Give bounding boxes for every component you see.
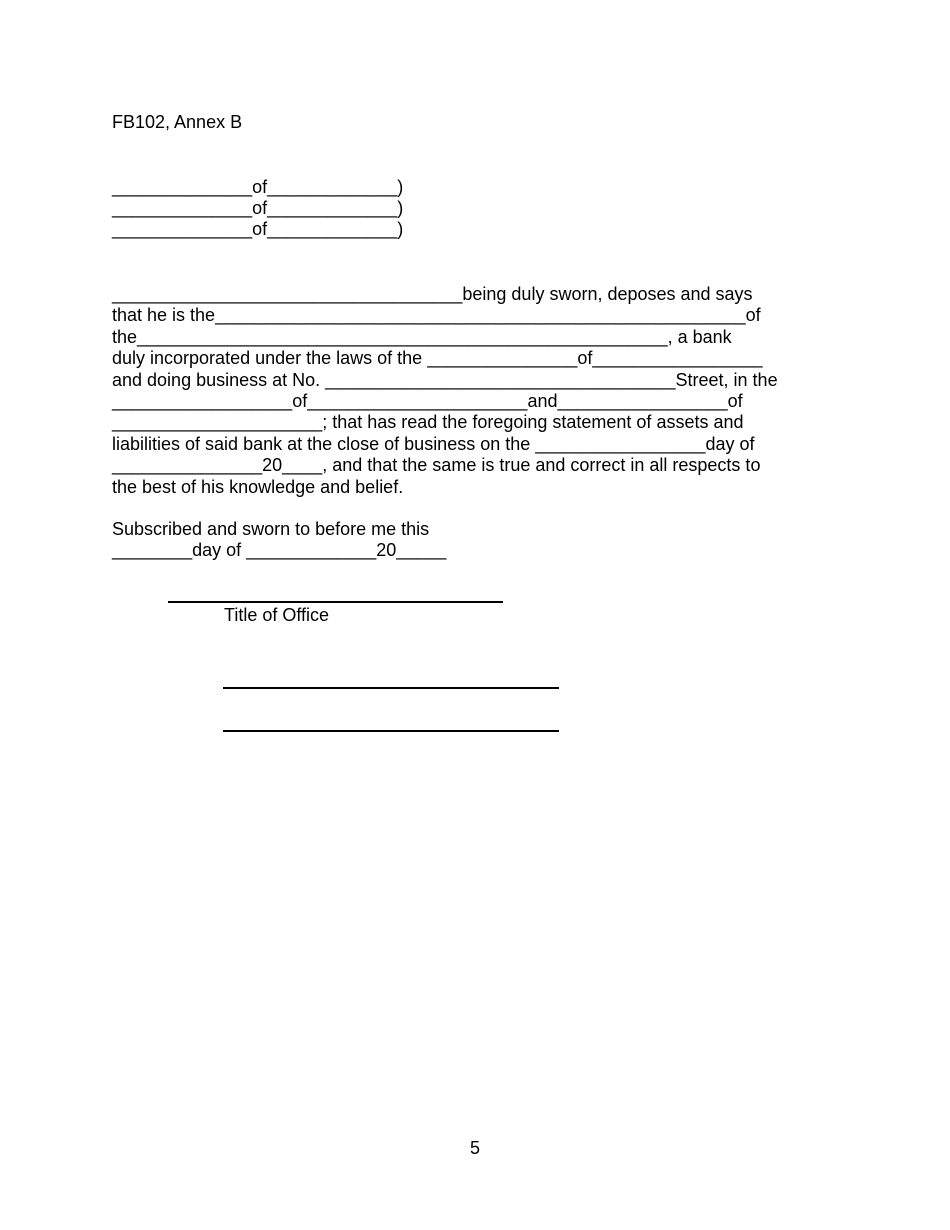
jurat-line: Subscribed and sworn to before me this bbox=[112, 519, 430, 539]
affidavit-line: _____________________; that has read the foregoing statement of assets and bbox=[112, 412, 744, 433]
jurat-line: ________day of _____________20_____ bbox=[112, 540, 447, 560]
affidavit-line: and doing business at No. ___________________________________Street, in the bbox=[112, 369, 778, 390]
venue-block bbox=[112, 177, 403, 240]
affidavit-line: duly incorporated under the laws of the _______________of_________________ bbox=[112, 348, 763, 369]
affidavit-line: __________________of______________________and_________________of bbox=[112, 390, 743, 411]
title-of-office-label: Title of Office bbox=[224, 605, 330, 625]
affidavit-line: liabilities of said bank at the close of business on the _________________day of bbox=[112, 433, 755, 454]
title-of-office-signature-line bbox=[168, 601, 503, 603]
affidavit-line: the_____________________________________________________, a bank bbox=[112, 326, 732, 347]
signature-line bbox=[223, 730, 559, 732]
affidavit-line: that he is the_____________________________________________________of bbox=[112, 305, 761, 326]
venue-line: ______________of_____________) bbox=[112, 198, 404, 218]
affidavit-body bbox=[112, 284, 812, 498]
venue-line: ______________of_____________) bbox=[112, 219, 404, 239]
signature-line bbox=[223, 687, 559, 689]
form-identifier: FB102, Annex B bbox=[112, 112, 243, 132]
jurat-block bbox=[112, 519, 446, 561]
page-number: 5 bbox=[469, 1138, 480, 1158]
venue-line: ______________of_____________) bbox=[112, 177, 404, 197]
affidavit-line: the best of his knowledge and belief. bbox=[112, 476, 404, 497]
affidavit-line: ___________________________________being duly sworn, deposes and says bbox=[112, 284, 753, 304]
affidavit-line: _______________20____, and that the same is true and correct in all respects to bbox=[112, 455, 761, 476]
